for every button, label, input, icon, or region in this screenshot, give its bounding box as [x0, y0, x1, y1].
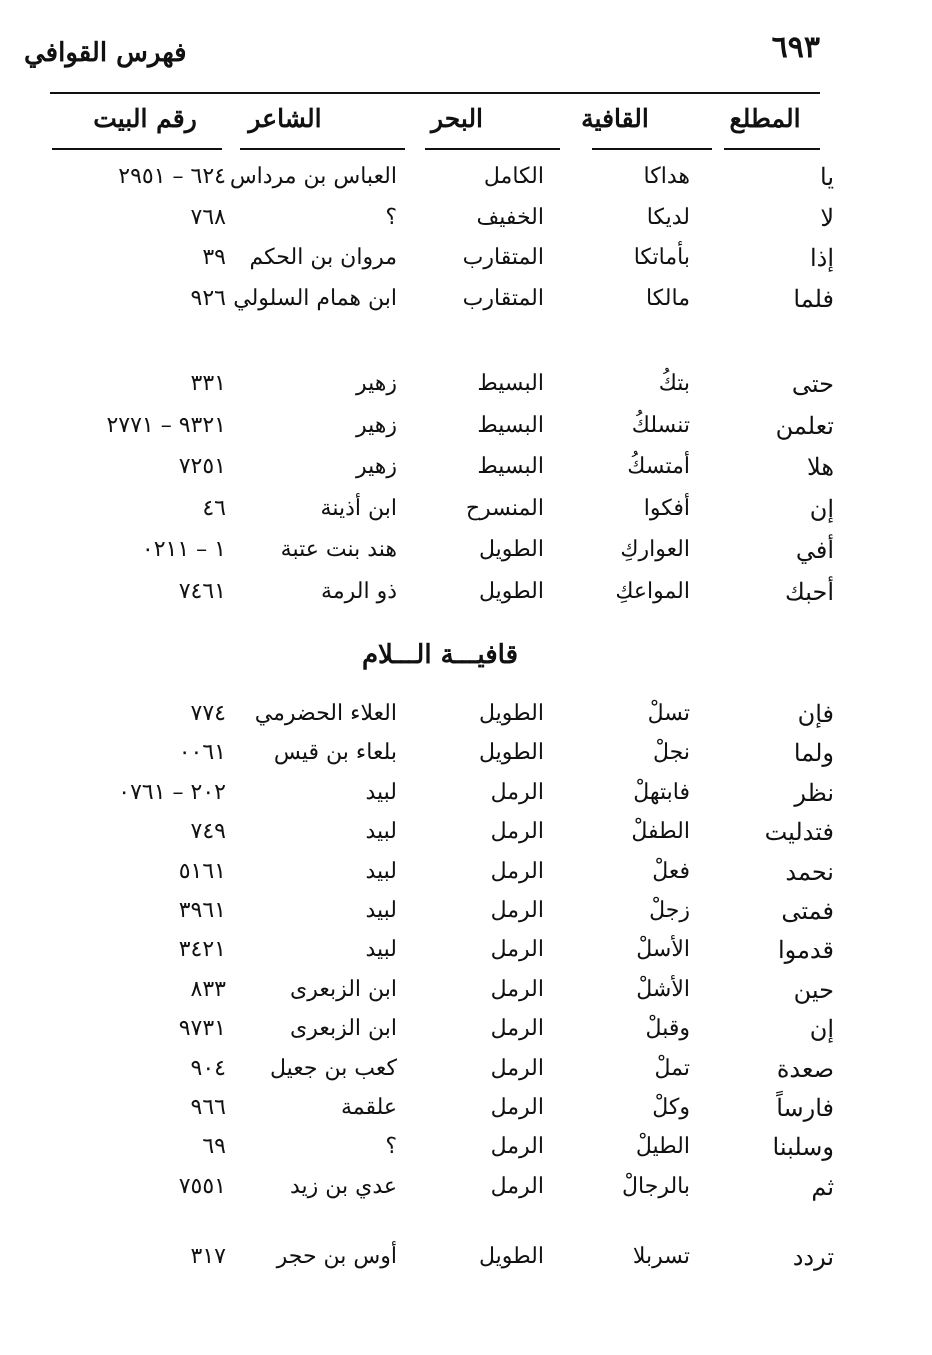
rhyme-cell: الأشلْ	[636, 977, 690, 1002]
opening-cell: فلما	[793, 285, 834, 313]
poet-cell: لبيد	[365, 898, 397, 923]
opening-cell: فتدليت	[764, 818, 834, 846]
table-row	[0, 575, 932, 611]
rhyme-cell: بأماتكا	[633, 245, 690, 270]
rhyme-cell: الأسلْ	[636, 937, 690, 962]
table-row	[0, 697, 932, 733]
opening-cell: أحبك	[785, 578, 834, 606]
table-row	[0, 492, 932, 528]
opening-cell: ولما	[793, 739, 834, 767]
table-row	[0, 1170, 932, 1206]
meter-cell: البسيط	[477, 454, 544, 479]
verse-number-cell: ١٢٤٣	[178, 937, 226, 962]
verse-number-cell: ٦٢٩	[190, 286, 226, 311]
rhyme-cell: المواعكِ	[615, 579, 690, 604]
verse-number-cell: ١٦٩٣	[178, 898, 226, 923]
poet-cell: لبيد	[365, 859, 397, 884]
rhyme-cell: بالرجالْ	[622, 1174, 690, 1199]
rhyme-cell: أمتسكُ	[627, 454, 690, 479]
opening-cell: صعدة	[776, 1055, 834, 1083]
table-row	[0, 1052, 932, 1088]
opening-cell: نحمد	[785, 858, 834, 886]
opening-cell: إذا	[809, 244, 834, 272]
rhyme-cell: وكلْ	[652, 1095, 690, 1120]
column-header-poet: الشاعر	[248, 104, 322, 133]
poet-cell: العلاء الحضرمي	[254, 701, 397, 726]
verse-number-cell: ٦٦٩	[190, 1095, 226, 1120]
opening-cell: فارساً	[776, 1094, 834, 1122]
poet-cell: مروان بن الحكم	[249, 245, 397, 270]
table-row	[0, 1240, 932, 1276]
table-row	[0, 450, 932, 486]
table-row	[0, 160, 932, 196]
column-rule-rhyme	[592, 148, 712, 150]
opening-cell: لا	[820, 204, 834, 232]
verse-number-cell: ١٥٢٧	[178, 454, 226, 479]
opening-cell: يا	[820, 163, 834, 191]
table-row	[0, 1130, 932, 1166]
verse-number-cell: ١٢٣٩ – ١٧٧٢	[106, 413, 226, 438]
rhyme-cell: الطيلْ	[635, 1134, 690, 1159]
meter-cell: الرمل	[490, 1174, 544, 1199]
table-row	[0, 282, 932, 318]
table-row	[0, 1091, 932, 1127]
rhyme-cell: فابتهلْ	[633, 780, 690, 805]
poet-cell: زهير	[355, 371, 397, 396]
table-row	[0, 1012, 932, 1048]
table-row	[0, 201, 932, 237]
poet-cell: ابن الزبعرى	[289, 1016, 397, 1041]
poet-cell: ؟	[385, 205, 397, 230]
verse-number-cell: ١٦١٥	[178, 859, 226, 884]
verse-number-cell: ٧١٣	[190, 1244, 226, 1269]
table-row	[0, 855, 932, 891]
verse-number-cell: ٣٣٨	[190, 977, 226, 1002]
opening-cell: قدموا	[778, 936, 834, 964]
table-row	[0, 409, 932, 445]
table-row	[0, 736, 932, 772]
meter-cell: الرمل	[490, 859, 544, 884]
rhyme-cell: العواركِ	[620, 537, 690, 562]
poet-cell: زهير	[355, 454, 397, 479]
poet-cell: ابن الزبعرى	[289, 977, 397, 1002]
opening-cell: تعلمن	[775, 412, 834, 440]
verse-number-cell: ٩٤٧	[190, 819, 226, 844]
rhyme-cell: وقبلْ	[645, 1016, 690, 1041]
verse-number-cell: ٩٣	[202, 245, 226, 270]
meter-cell: الطويل	[478, 701, 544, 726]
column-header-rhyme: القافية	[581, 104, 649, 133]
rhyme-cell: زجلْ	[649, 898, 690, 923]
running-title: فهرس القوافي	[24, 38, 187, 68]
verse-number-cell: ١٦٤٧	[178, 579, 226, 604]
poet-cell: لبيد	[365, 937, 397, 962]
meter-cell: الكامل	[483, 164, 544, 189]
column-rule-opening	[724, 148, 820, 150]
poet-cell: ابن أذينة	[320, 496, 397, 521]
verse-number-cell: ١ – ١١٢٠	[141, 537, 226, 562]
meter-cell: الرمل	[490, 1095, 544, 1120]
poet-cell: ابن همام السلولي	[233, 286, 397, 311]
meter-cell: البسيط	[477, 371, 544, 396]
page-number: ٣٩٦	[771, 30, 820, 65]
opening-cell: إن	[809, 1015, 834, 1043]
opening-cell: وسلبنا	[772, 1133, 834, 1161]
meter-cell: الطويل	[478, 1244, 544, 1269]
rhyme-cell: مالكا	[645, 286, 690, 311]
opening-cell: حين	[793, 976, 834, 1004]
poet-cell: بلعاء بن قيس	[273, 740, 397, 765]
opening-cell: نظر	[794, 779, 834, 807]
poet-cell: ذو الرمة	[321, 579, 397, 604]
poet-cell: علقمة	[340, 1095, 397, 1120]
poet-cell: كعب بن جعيل	[269, 1056, 397, 1081]
verse-number-cell: ١٥٥٧	[178, 1174, 226, 1199]
column-header-opening: المطلع	[729, 104, 801, 133]
rhyme-cell: تنسلكُ	[631, 413, 690, 438]
rhyme-cell: لديكا	[646, 205, 690, 230]
verse-number-cell: ٦٤	[202, 496, 226, 521]
rhyme-cell: تسربلا	[632, 1244, 690, 1269]
column-rule-verse-number	[52, 148, 222, 150]
meter-cell: الطويل	[478, 537, 544, 562]
verse-number-cell: ١٣٣	[190, 371, 226, 396]
poet-cell: عدي بن زيد	[289, 1174, 397, 1199]
table-row	[0, 973, 932, 1009]
rhyme-cell: نجلْ	[653, 740, 690, 765]
opening-cell: إن	[809, 495, 834, 523]
poet-cell: أوس بن حجر	[276, 1244, 397, 1269]
opening-cell: حتى	[791, 370, 834, 398]
rhyme-cell: فعلْ	[652, 859, 690, 884]
poet-cell: العباس بن مرداس	[229, 164, 397, 189]
poet-cell: زهير	[355, 413, 397, 438]
meter-cell: الرمل	[490, 1056, 544, 1081]
poet-cell: لبيد	[365, 819, 397, 844]
poet-cell: ؟	[385, 1134, 397, 1159]
poet-cell: هند بنت عتبة	[280, 537, 397, 562]
verse-number-cell: ٤٠٩	[190, 1056, 226, 1081]
meter-cell: المنسرح	[465, 496, 544, 521]
rhyme-cell: هداكا	[643, 164, 690, 189]
table-row	[0, 533, 932, 569]
meter-cell: الرمل	[490, 1016, 544, 1041]
verse-number-cell: ١٣٧٩	[178, 1016, 226, 1041]
table-row	[0, 815, 932, 851]
meter-cell: الطويل	[478, 740, 544, 765]
opening-cell: ثم	[811, 1173, 834, 1201]
opening-cell: تردد	[792, 1243, 834, 1271]
meter-cell: الرمل	[490, 819, 544, 844]
section-heading-lam: قافيـــة الـــلام	[361, 640, 519, 670]
rhyme-cell: الطفلْ	[631, 819, 690, 844]
opening-cell: هلا	[807, 453, 834, 481]
meter-cell: الرمل	[490, 898, 544, 923]
table-row	[0, 367, 932, 403]
poet-cell: لبيد	[365, 780, 397, 805]
meter-cell: الرمل	[490, 1134, 544, 1159]
column-rule-poet	[240, 148, 405, 150]
meter-cell: المتقارب	[462, 245, 544, 270]
meter-cell: الطويل	[478, 579, 544, 604]
header-rule	[50, 92, 820, 94]
table-row	[0, 241, 932, 277]
rhyme-cell: بتكُ	[658, 371, 690, 396]
meter-cell: الرمل	[490, 937, 544, 962]
column-header-verse-number: رقم البيت	[93, 104, 197, 133]
meter-cell: البسيط	[477, 413, 544, 438]
rhyme-cell: تملْ	[654, 1056, 690, 1081]
column-header-meter: البحر	[430, 104, 484, 133]
rhyme-cell: تسلْ	[647, 701, 690, 726]
table-row	[0, 894, 932, 930]
meter-cell: الخفيف	[476, 205, 544, 230]
verse-number-cell: ٤٢٦ – ١٥٩٢	[118, 164, 226, 189]
column-rule-meter	[425, 148, 560, 150]
opening-cell: فإن	[797, 700, 834, 728]
verse-number-cell: ١٦٠٠	[178, 740, 226, 765]
meter-cell: المتقارب	[462, 286, 544, 311]
table-row	[0, 776, 932, 812]
meter-cell: الرمل	[490, 977, 544, 1002]
verse-number-cell: ٨٦٧	[190, 205, 226, 230]
verse-number-cell: ٩٦	[202, 1134, 226, 1159]
table-row	[0, 933, 932, 969]
verse-number-cell: ٤٧٧	[190, 701, 226, 726]
meter-cell: الرمل	[490, 780, 544, 805]
opening-cell: فمتى	[781, 897, 834, 925]
rhyme-cell: أفكوا	[643, 496, 690, 521]
opening-cell: أفي	[795, 536, 834, 564]
verse-number-cell: ٢٠٢ – ١٦٧٠	[118, 780, 226, 805]
